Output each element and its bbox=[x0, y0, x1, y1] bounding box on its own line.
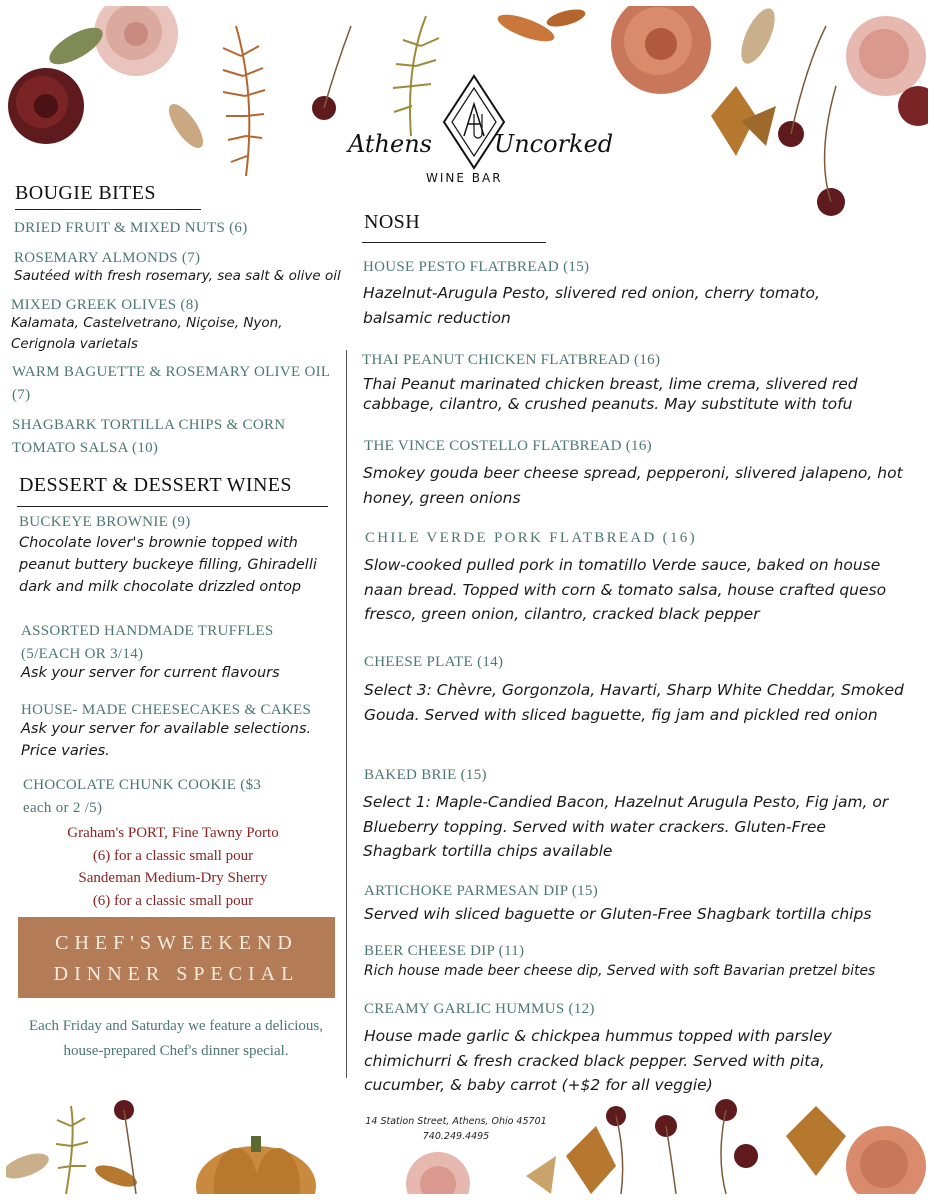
section-underline bbox=[17, 506, 328, 507]
menu-item-name: BEER CHEESE DIP (11) bbox=[364, 943, 525, 959]
menu-item-name: THAI PEANUT CHICKEN FLATBREAD (16) bbox=[362, 352, 661, 368]
menu-item-name: BAKED BRIE (15) bbox=[364, 767, 487, 783]
chef-special-line1: CHEF'SWEEKEND bbox=[55, 932, 298, 954]
menu-item-desc: Sautéed with fresh rosemary, sea salt & olive oil bbox=[14, 268, 341, 284]
wine-name: Graham's PORT, Fine Tawny Porto bbox=[67, 825, 279, 841]
menu-item-name: WARM BAGUETTE & ROSEMARY OLIVE OIL (7) bbox=[12, 364, 330, 403]
menu-item-name: CHEESE PLATE (14) bbox=[364, 654, 504, 670]
menu-item-desc: Ask your server for available selections. Price varies. bbox=[21, 721, 312, 759]
wine-note: (6) for a classic small pour bbox=[92, 847, 254, 864]
logo-name-left: Athens bbox=[348, 130, 432, 158]
menu-item-name: HOUSE PESTO FLATBREAD (15) bbox=[363, 259, 590, 275]
menu-item-name: CREAMY GARLIC HUMMUS (12) bbox=[364, 1001, 595, 1017]
menu-item-desc: Kalamata, Castelvetrano, Niçoise, Nyon, Cerignola varietals bbox=[11, 315, 283, 352]
nosh-title: NOSH bbox=[364, 211, 421, 233]
logo-name-right: Uncorked bbox=[494, 130, 614, 158]
menu-item-name: THE VINCE COSTELLO FLATBREAD (16) bbox=[364, 438, 652, 454]
menu-item-name: ASSORTED HANDMADE TRUFFLES (5/EACH OR 3/14) bbox=[21, 623, 274, 662]
menu-item-name: BUCKEYE BROWNIE (9) bbox=[19, 514, 191, 530]
bottom-floral-decoration bbox=[6, 1096, 928, 1194]
menu-item-name: MIXED GREEK OLIVES (8) bbox=[11, 297, 199, 313]
menu-item-desc: Ask your server for current flavours bbox=[21, 665, 280, 681]
menu-item-desc: Thai Peanut marinated chicken breast, lime crema, slivered red cabbage, cilantro, & crushed peanuts. May substitute with tofu bbox=[363, 375, 858, 413]
menu-item-desc: Hazelnut-Arugula Pesto, slivered red onion, cherry tomato, balsamic reduction bbox=[363, 284, 820, 327]
bougie-bites-title: BOUGIE BITES bbox=[15, 182, 156, 204]
menu-item-desc: Rich house made beer cheese dip, Served with soft Bavarian pretzel bites bbox=[364, 963, 876, 979]
section-underline bbox=[15, 209, 201, 210]
peach-rose-illustration bbox=[611, 6, 711, 94]
menu-item-name: CHOCOLATE CHUNK COOKIE ($3 each or 2 /5) bbox=[23, 777, 262, 816]
menu-item-name: DRIED FRUIT & MIXED NUTS (6) bbox=[14, 220, 248, 236]
logo-subtitle: WINE BAR bbox=[426, 171, 503, 185]
chef-special-text: Each Friday and Saturday we feature a delicious, house-prepared Chef's dinner special. bbox=[28, 1018, 324, 1059]
menu-item-desc: Served wih sliced baguette or Gluten-Free Shagbark tortilla chips bbox=[364, 905, 872, 923]
menu-item-desc: House made garlic & chickpea hummus topped with parsley chimichurri & fresh cracked black pepper. Served with pita, cucumber, & baby carrot (+$2 for all veggie) bbox=[364, 1027, 832, 1094]
pumpkin-illustration bbox=[196, 1136, 316, 1194]
menu-item-name: HOUSE- MADE CHEESECAKES & CAKES bbox=[21, 702, 312, 718]
wine-item bbox=[16, 822, 330, 912]
menu-item-name: CHILE VERDE PORK FLATBREAD (16) bbox=[365, 530, 697, 546]
chef-special-line2: DINNER SPECIAL bbox=[53, 963, 300, 985]
menu-item-desc: Chocolate lover's brownie topped with peanut buttery buckeye filling, Ghiradelli dark and milk chocolate drizzled ontop bbox=[19, 535, 317, 595]
menu-item-desc: Select 1: Maple-Candied Bacon, Hazelnut Arugula Pesto, Fig jam, or Blueberry topping. Served with water crackers. Gluten-Free Shagbark tortilla chips available bbox=[363, 793, 889, 860]
menu-item-desc: Slow-cooked pulled pork in tomatillo Verde sauce, baked on house naan bread. Topped with corn & tomato salsa, house crafted queso fresco, green onion, cilantro, cracked black pepper bbox=[364, 556, 887, 623]
wine-note: (6) for a classic small pour bbox=[92, 892, 254, 909]
menu-item-name: ARTICHOKE PARMESAN DIP (15) bbox=[364, 883, 599, 899]
dessert-title: DESSERT & DESSERT WINES bbox=[19, 474, 292, 496]
section-underline bbox=[362, 242, 546, 243]
pink-rose-right-illustration bbox=[846, 16, 926, 96]
menu-item-desc: Smokey gouda beer cheese spread, pepperoni, slivered jalapeno, hot honey, green onions bbox=[363, 464, 903, 507]
menu-page bbox=[6, 6, 928, 1194]
menu-item-desc: Select 3: Chèvre, Gorgonzola, Havarti, Sharp White Cheddar, Smoked Gouda. Served with sliced baguette, fig jam and pickled red onion bbox=[364, 681, 904, 724]
pink-rose-illustration bbox=[94, 6, 178, 76]
footer-address: 14 Station Street, Athens, Ohio 45701 bbox=[365, 1116, 547, 1127]
menu-item-name: ROSEMARY ALMONDS (7) bbox=[14, 250, 201, 266]
chef-special-banner bbox=[18, 917, 335, 998]
column-divider bbox=[346, 350, 347, 1078]
fern-illustration bbox=[223, 26, 265, 176]
menu-item-name: SHAGBARK TORTILLA CHIPS & CORN TOMATO SALSA (10) bbox=[12, 417, 286, 456]
wine-name: Sandeman Medium-Dry Sherry bbox=[78, 870, 268, 886]
dark-rose-illustration bbox=[8, 68, 84, 144]
footer-phone: 740.249.4495 bbox=[422, 1131, 490, 1142]
